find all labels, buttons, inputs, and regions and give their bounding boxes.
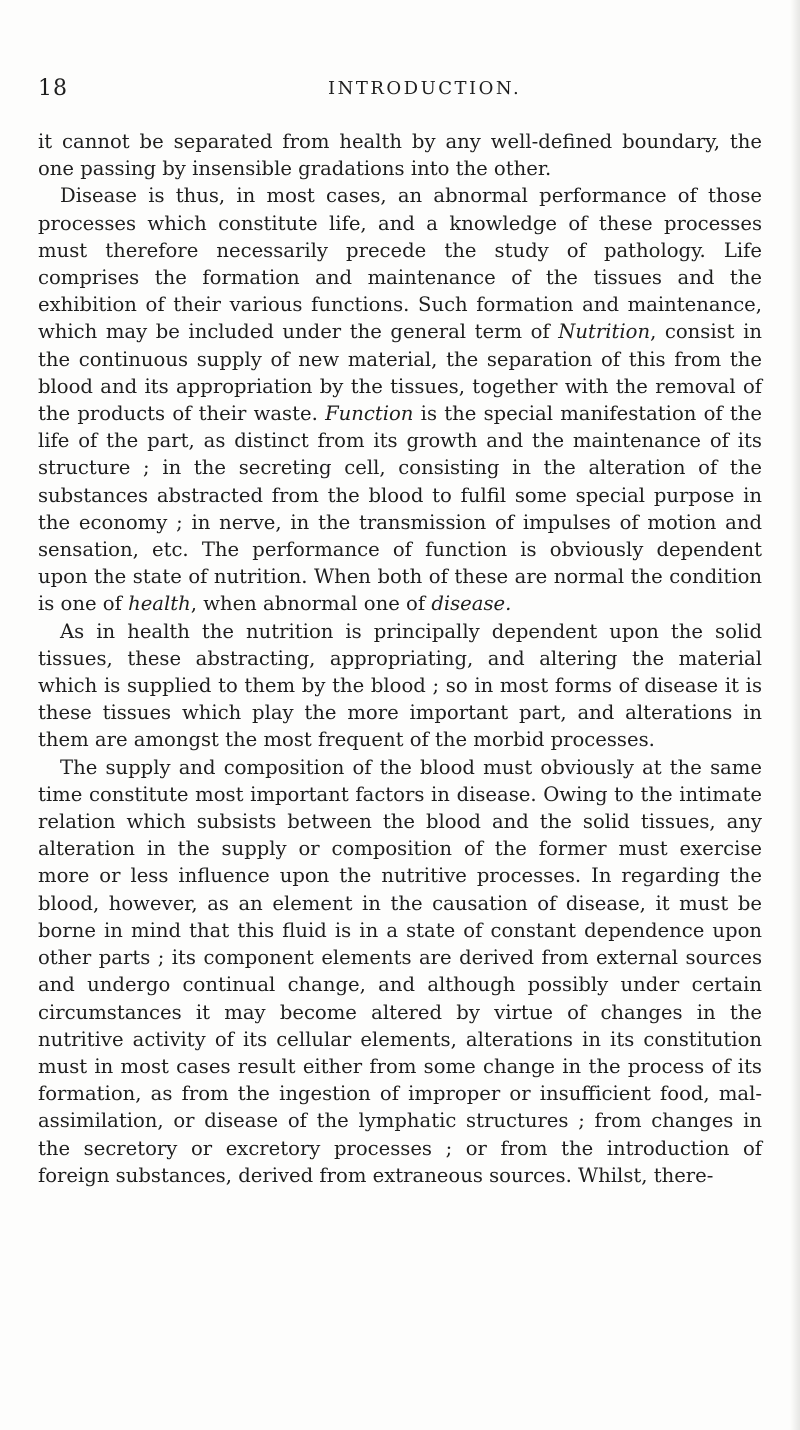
page-edge-shadow: [790, 0, 800, 1430]
italic-term-health: health: [128, 592, 191, 616]
page-header: [38, 76, 762, 108]
paragraph-text: As in health the nutrition is principally dependent upon the solid tissues, these abstracting, appropriating, and altering the material which is supplied to them by the blood ; so in most forms of disease it is these tissues which play the more important part, and alterations in them are amongst the most frequent of the morbid processes.: [38, 619, 762, 752]
text-segment: , when abnormal one of: [190, 592, 432, 616]
paragraph-disease-definition: [38, 182, 762, 617]
italic-term-disease: disease.: [431, 592, 512, 616]
body-text: [38, 128, 762, 1189]
text-segment: is the special manifestation of the life of the part, as distinct from its growth and the maintenance of its structure ; in the secreting cell, consisting in the alteration of the substances abstracted from the blood to fulfil some special purpose in the economy ; in nerve, in the transmission of impulses of motion and sensation, etc. The performance of function is obviously dependent upon the state of nutrition. When both of these are normal the condition is one of: [38, 402, 762, 616]
page-number: 18: [38, 76, 68, 101]
paragraph-continuation: [38, 128, 762, 182]
paragraph-solid-tissues: [38, 618, 762, 754]
paragraph-blood-supply: [38, 754, 762, 1189]
running-head: INTRODUCTION.: [328, 78, 522, 99]
italic-term-nutrition: Nutrition: [558, 320, 651, 344]
paragraph-text: it cannot be separated from health by any well-defined boundary, the one passing by insensible gradations into the other.: [38, 130, 762, 181]
text-segment: , consist in the continuous supply of new material, the separation of this from the blood and its appropriation by the tissues, together with the removal of the products of their waste.: [38, 320, 762, 426]
paragraph-text: The supply and composition of the blood must obviously at the same time constitute most important factors in disease. Owing to the intimate relation which subsists between the blood and the solid tissues, any alteration in the supply or composition of the former must exercise more or less influence upon the nutritive processes. In regarding the blood, however, as an element in the causation of disease, it must be borne in mind that this fluid is in a state of constant dependence upon other parts ; its component elements are derived from external sources and undergo continual change, and although possibly under certain circumstances it may become altered by virtue of changes in the nutritive activity of its cellular elements, alterations in its constitution must in most cases result either from some change in the process of its formation, as from the ingestion of improper or insufficient food, mal-assimilation, or disease of the lymphatic structures ; from changes in the secretory or excretory processes ; or from the introduction of foreign substances, derived from extraneous sources. Whilst, there-: [38, 755, 762, 1187]
text-segment: Disease is thus, in most cases, an abnormal performance of those processes which constitute life, and a knowledge of these processes must therefore necessarily precede the study of pathology. Life comprises the formation and maintenance of the tissues and the exhibition of their various functions. Such formation and maintenance, which may be included under the general term of: [38, 184, 762, 344]
italic-term-function: Function: [325, 402, 414, 426]
